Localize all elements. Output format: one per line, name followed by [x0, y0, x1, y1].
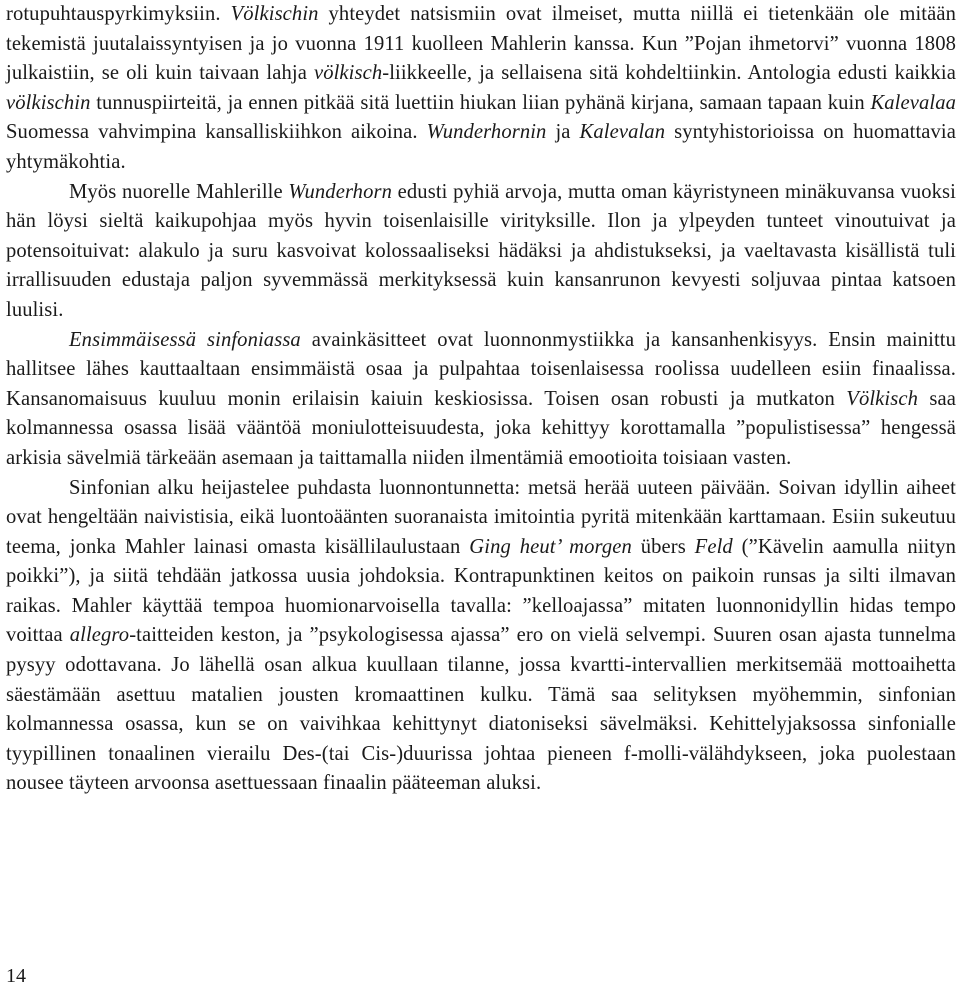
italic-text: Völkisch: [846, 387, 918, 410]
paragraph: [6, 326, 956, 474]
text-run: übers: [631, 535, 695, 558]
text-run: yhteydet natsismiin ovat ilmeiset, mutta niillä ei tietenkään ole mitään tekemistä juutalaissyntyisen ja jo vuonna 1911 kuolleen Mahlerin kanssa. Kun ”Pojan ihmetorvi” vuonna 1808 julkaistiin, se oli kuin taivaan lahja: [6, 3, 956, 85]
paragraph: [6, 0, 956, 178]
italic-text: Kalevalaa: [870, 91, 956, 114]
text-run: edusti pyhiä arvoja, mutta oman käyristyneen minäkuvansa vuoksi hän löysi sieltä kaikupohjaa myös hyvin toisenlaisille virityksille. Ilon ja ylpeyden tunteet vinoutuivat ja potensoituivat: alakulo ja suru kasvoivat kolossaaliseksi hädäksi ja ahdistukseksi, ja vaeltavasta kisällistä tuli irrallisuuden edustaja paljon syvemmässä merkityksessä kuin kansanrunon kevyesti soljuvaa pintaa katsoen luulisi.: [6, 180, 956, 321]
text-run: Myös nuorelle Mahlerille: [69, 180, 289, 203]
text-run: tunnuspiirteitä, ja ennen pitkää sitä luettiin hiukan liian pyhänä kirjana, samaan tapaan kuin: [90, 91, 871, 114]
italic-text: Völkischin: [230, 3, 319, 25]
text-run: syntyhistorioissa on huomattavia yhtymäkohtia.: [6, 121, 956, 173]
italic-text: allegro: [69, 624, 130, 647]
italic-text: völkischin: [6, 91, 91, 114]
text-run: avainkäsitteet ovat luonnonmystiikka ja kansanhenkisyys. Ensin mainittu hallitsee lähes kauttaaltaan ensimmäistä osaa ja pulpahtaa toisenlaisessa roolissa uudelleen esiin finaalissa. Kansanomaisuus kuuluu monin erilaisin kaiuin keskiosissa. Toisen osan robusti ja mutkaton: [6, 328, 956, 410]
text-run: -liikkeelle, ja sellaisena sitä kohdeltiinkin. Antologia edusti kaikkia: [382, 62, 956, 85]
italic-text: Wunderhorn: [288, 180, 392, 203]
italic-text: völkisch: [313, 62, 383, 85]
text-run: saa kolmannessa osassa lisää vääntöä moniulotteisuudesta, joka kehittyy korottamalla ”populistisessa” hengessä arkisia sävelmiä tärkeään asemaan ja taittamalla niiden ilmentämiä emootioita toisiaan vasten.: [6, 387, 957, 469]
paragraph: [6, 474, 956, 800]
text-run: (”Kävelin aamulla niityn poikki”), ja siitä tehdään jatkossa uusia johdoksia. Kontrapunktinen keitos on paikoin runsas ja silti ilmavan raikas. Mahler käyttää tempoa huomionarvoisella tavalla: ”kelloajassa” mitaten luonnonidyllin hidas tempo voittaa: [6, 535, 956, 647]
italic-text: Kalevalan: [579, 121, 666, 144]
paragraph: [6, 178, 956, 326]
text-run: Suomessa vahvimpina kansalliskiihkon aikoina.: [6, 121, 427, 144]
text-run: Sinfonian alku heijastelee puhdasta luonnontunnetta: metsä herää uuteen päivään. Soivan idyllin aiheet ovat hengeltään naivistisia, eikä luontoäänten suoranaista imitointia pyritä mitenkään karttamaan. Esiin sukeutuu teema, jonka Mahler lainasi omasta kisällilaulustaan: [6, 476, 956, 558]
body-text: [6, 0, 956, 799]
text-run: ja: [546, 121, 580, 144]
text-run: -taitteiden keston, ja ”psykologisessa ajassa” ero on vielä selvempi. Suuren osan ajasta tunnelma pysyy odottavana. Jo lähellä osan alkua kuullaan tilanne, jossa kvartti-intervallien merkitsemää mottoaihetta säestämään asettuu matalien jousten kromaattinen kulku. Tämä saa selityksen myöhemmin, sinfonian kolmannessa osassa, kun se on vaivihkaa kehittynyt diatoniseksi sävelmäksi. Kehittelyjaksossa sinfonialle tyypillinen tonaalinen vierailu Des-(tai Cis-)duurissa johtaa pieneen f-molli-välähdykseen, joka puolestaan nousee täyteen arvoonsa asettuessaan finaalin pääteeman aluksi.: [6, 624, 956, 795]
page-number: 14: [6, 965, 26, 987]
italic-text: Ensimmäisessä sinfoniassa: [69, 328, 301, 351]
italic-text: Ging heut’ morgen: [469, 535, 632, 558]
italic-text: Wunderhornin: [426, 121, 547, 144]
italic-text: Feld: [694, 535, 733, 558]
text-run: rotupuhtauspyrkimyksiin.: [6, 3, 231, 25]
